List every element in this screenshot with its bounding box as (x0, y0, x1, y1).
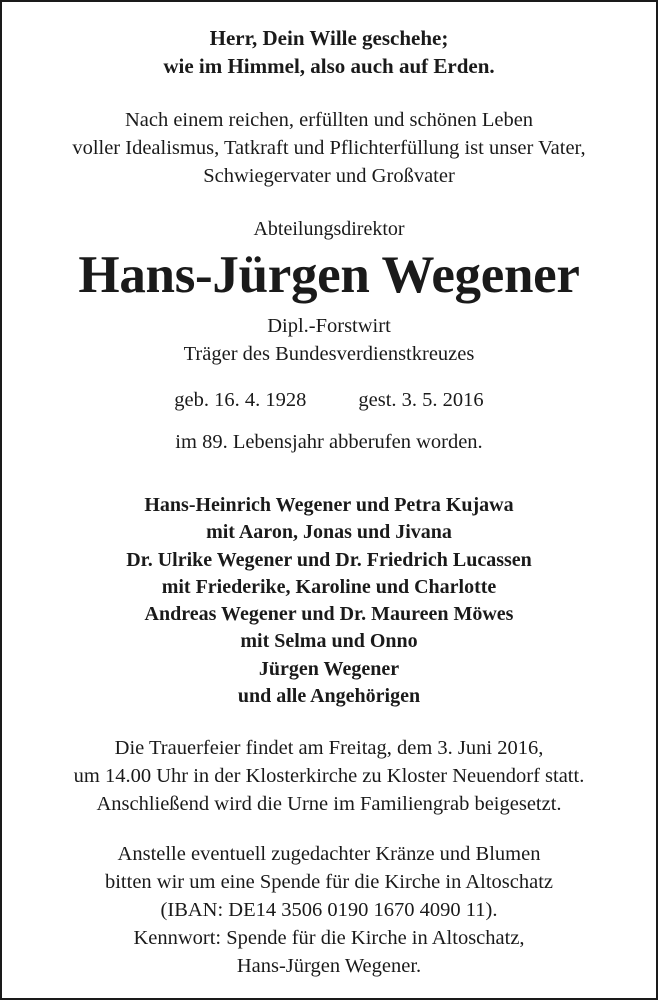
intro-line: Schwiegervater und Großvater (203, 165, 455, 187)
mourners-list (2, 492, 656, 710)
mourner-line: mit Aaron, Jonas und Jivana (206, 521, 452, 544)
mourner-line: Dr. Ulrike Wegener und Dr. Friedrich Lucassen (126, 548, 532, 571)
donation-info (2, 840, 656, 980)
mourner-line: mit Selma und Onno (240, 630, 418, 653)
life-dates (2, 386, 656, 414)
intro-line: voller Idealismus, Tatkraft und Pflichterfüllung ist unser Vater, (72, 137, 586, 159)
verse-line: wie im Himmel, also auch auf Erden. (163, 54, 495, 78)
donation-line: Kennwort: Spende für die Kirche in Altoschatz, (133, 927, 525, 949)
death-date: gest. 3. 5. 2016 (358, 389, 484, 411)
verse-line: Herr, Dein Wille geschehe; (209, 26, 449, 50)
mourner-line: Hans-Heinrich Wegener und Petra Kujawa (144, 494, 514, 516)
mourner-line: und alle Angehörigen (237, 685, 421, 708)
mourner-line: mit Friederike, Karoline und Charlotte (161, 575, 497, 598)
birth-date: geb. 16. 4. 1928 (174, 389, 307, 411)
donation-line: Anstelle eventuell zugedachter Kränze und Blumen (117, 843, 541, 865)
credential-line: Dipl.-Forstwirt (267, 315, 391, 337)
job-title: Abteilungsdirektor (253, 218, 405, 240)
donation-line: bitten wir um eine Spende für die Kirche in Altoschatz (104, 871, 554, 893)
credential-line: Träger des Bundesverdienstkreuzes (183, 343, 475, 365)
mourner-line: Jürgen Wegener (258, 657, 400, 680)
intro-line: Nach einem reichen, erfüllten und schönen Leben (124, 109, 534, 131)
obituary-notice (2, 2, 656, 998)
service-line: Anschließend wird die Urne im Familiengrab beigesetzt. (96, 793, 562, 815)
donation-line: (IBAN: DE14 3506 0190 1670 4090 11). (160, 899, 498, 921)
credentials (2, 312, 656, 368)
funeral-service-info (2, 734, 656, 818)
service-line: Die Trauerfeier findet am Freitag, dem 3. Juni 2016, (114, 737, 544, 759)
intro-text (2, 106, 656, 190)
deceased-name: Hans-Jürgen Wegener (78, 246, 580, 304)
mourner-line: Andreas Wegener und Dr. Maureen Möwes (144, 603, 514, 626)
bible-verse (2, 24, 656, 80)
donation-line: Hans-Jürgen Wegener. (236, 955, 422, 977)
service-line: um 14.00 Uhr in der Klosterkirche zu Kloster Neuendorf statt. (73, 765, 585, 787)
age-statement: im 89. Lebensjahr abberufen worden. (175, 431, 483, 453)
